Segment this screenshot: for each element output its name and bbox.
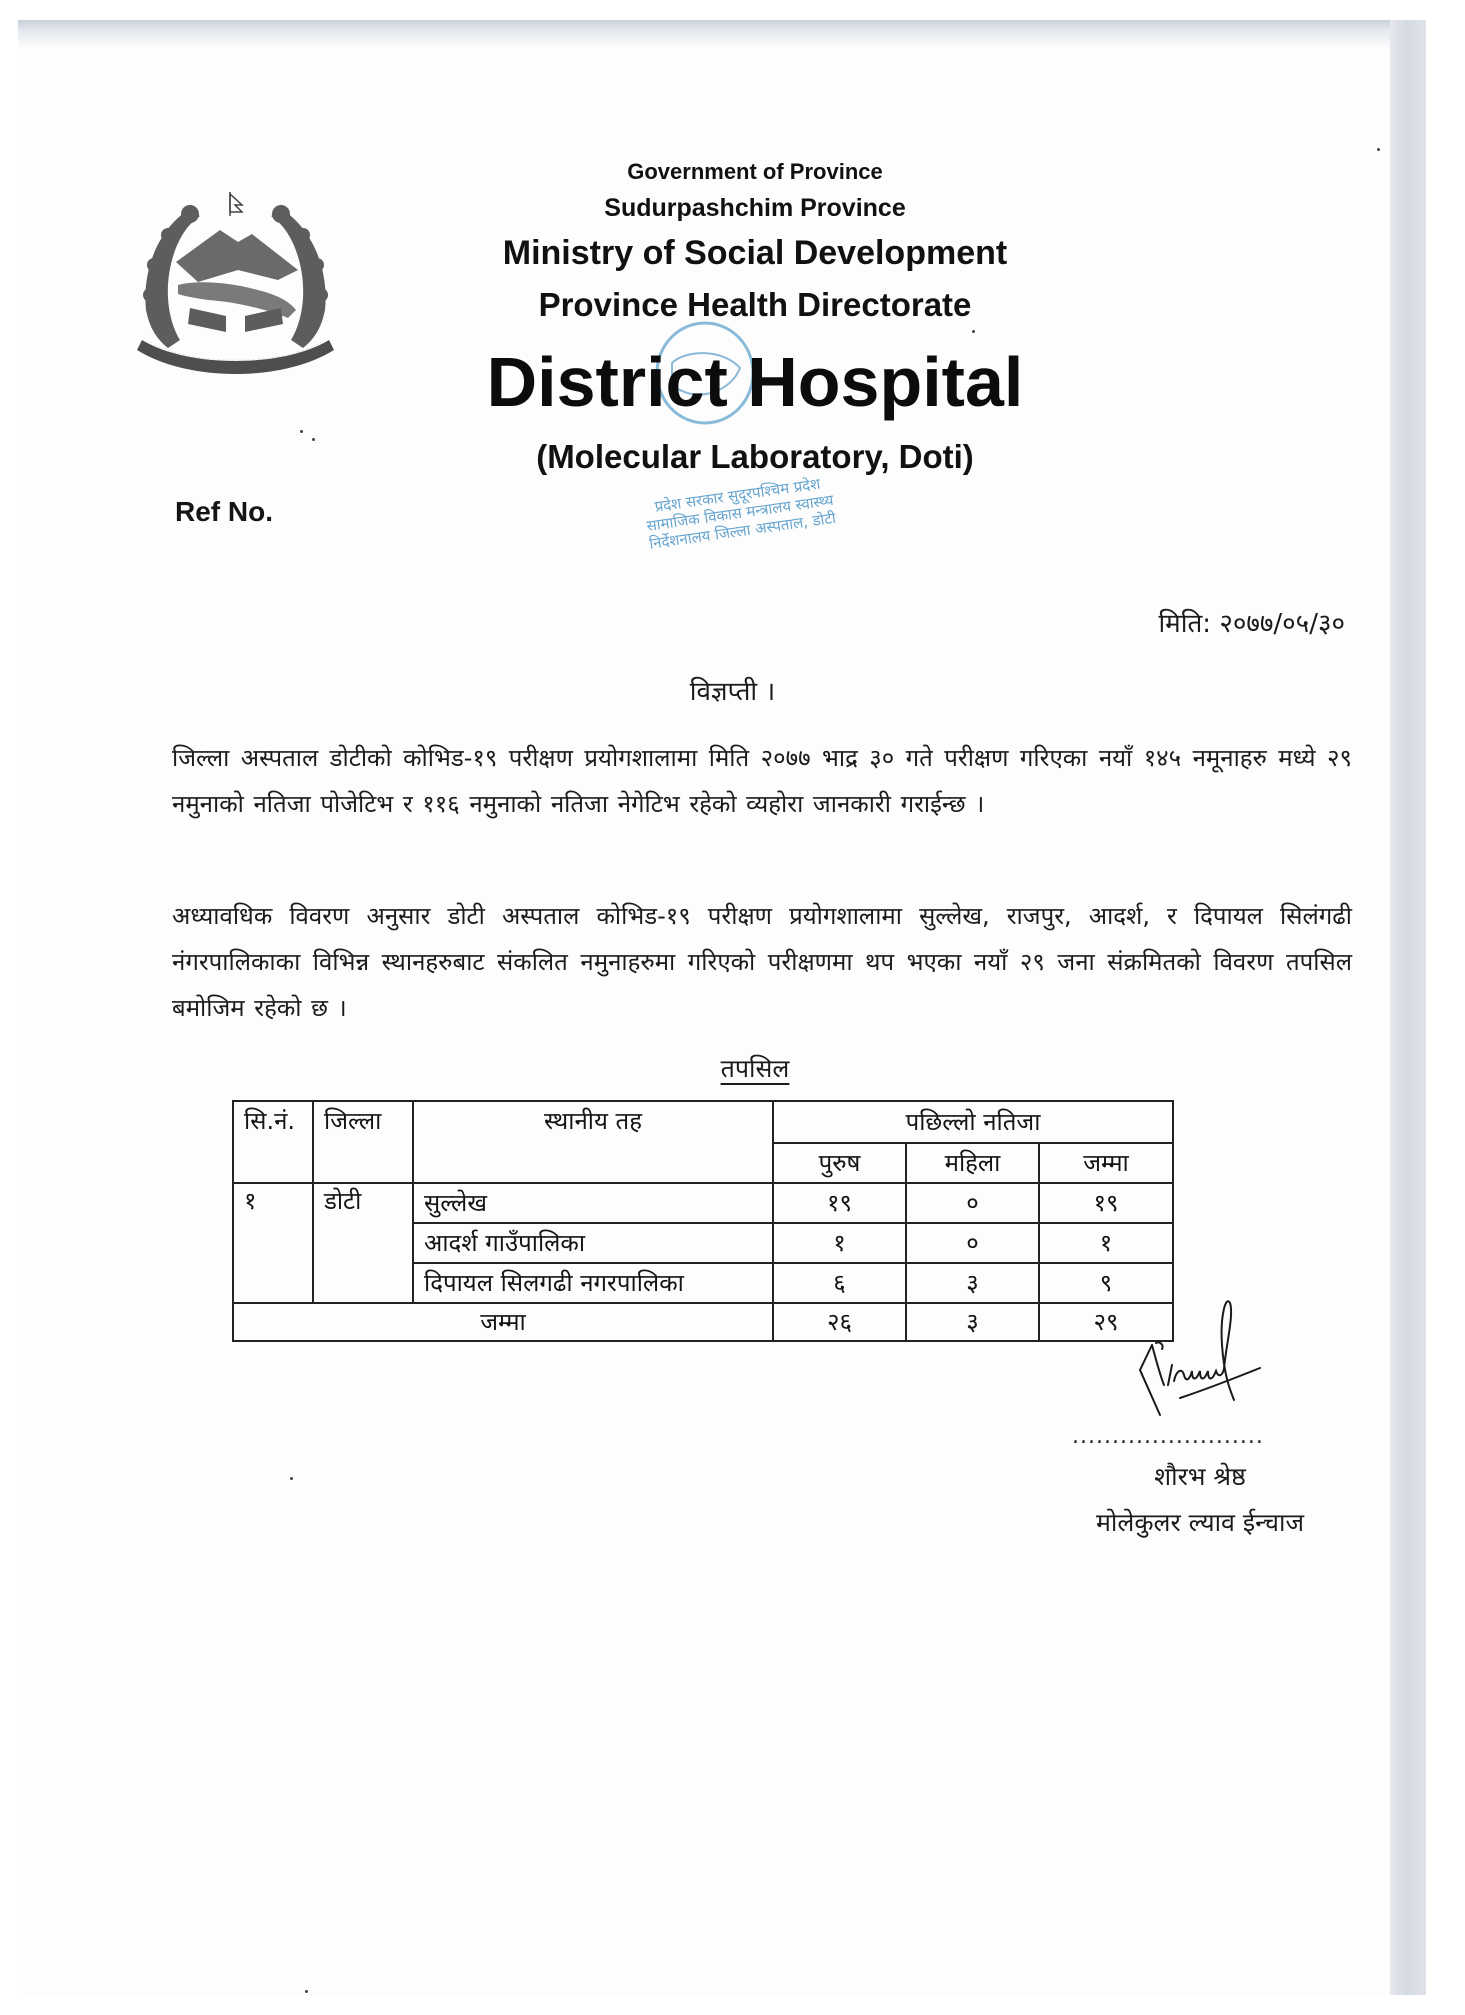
cell-total-female: ३ [906,1303,1039,1341]
cell-male: १९ [773,1183,906,1223]
cell-total: १९ [1039,1183,1173,1223]
header-district: जिल्ला [313,1101,413,1183]
cases-table [232,1100,1174,1342]
header-latest-result: पछिल्लो नतिजा [773,1101,1173,1143]
cell-female: ० [906,1183,1039,1223]
header-total: जम्मा [1039,1143,1173,1183]
signatory-title: मोलेकुलर ल्याव ईन्चाज [1095,1508,1305,1537]
header-molecular-lab: (Molecular Laboratory, Doti) [536,438,974,475]
cell-local: दिपायल सिलगढी नगरपालिका [413,1263,773,1303]
cell-total-label: जम्मा [233,1303,773,1341]
header-province: Sudurpashchim Province [604,194,906,222]
header-sn: सि.नं. [233,1101,313,1183]
official-stamp-text: प्रदेश सरकार सुदूरपश्चिम प्रदेश सामाजिक विकास मन्त्रालय स्वास्थ्य निर्देशनालय जिल्ला अस्पताल, डोटी [645,474,837,553]
cell-male: ६ [773,1263,906,1303]
cell-sn: १ [233,1183,313,1303]
cell-local: आदर्श गाउँपालिका [413,1223,773,1263]
table-caption: तपसिल [720,1054,790,1083]
notice-date: मिति: २०७७/०५/३० [1158,609,1345,639]
scan-speck [305,1990,308,1993]
scan-speck [290,1477,293,1480]
cell-total-total: २९ [1039,1303,1173,1341]
signature-icon [1130,1290,1280,1420]
notice-title: विज्ञप्ती । [689,677,776,707]
signatory-name: शौरभ श्रेष्ठ [1154,1462,1246,1491]
scan-speck [312,438,315,441]
signature-line: ........................ [1072,1424,1264,1449]
ref-no-label: Ref No. [175,496,273,527]
scan-speck [300,430,303,433]
nepal-emblem-icon [128,190,343,390]
cell-female: ० [906,1223,1039,1263]
table-row [233,1183,1173,1223]
header-directorate: Province Health Directorate [538,286,972,323]
cell-total: १ [1039,1223,1173,1263]
scan-top-edge [18,20,1425,48]
paragraph-1: जिल्ला अस्पताल डोटीको कोभिड-१९ परीक्षण प्रयोगशालामा मिति २०७७ भाद्र ३० गते परीक्षण गरिएका नयाँ १४५ नमूनाहरु मध्ये २९ नमुनाको नतिजा पोजेटिभ र ११६ नमुनाको नतिजा नेगेटिभ रहेको व्यहोरा जानकारी गराईन्छ । [172,744,1352,818]
cell-female: ३ [906,1263,1039,1303]
header-ministry: Ministry of Social Development [502,234,1008,272]
cell-total: ९ [1039,1263,1173,1303]
cell-local: सुल्लेख [413,1183,773,1223]
paragraph-2: अध्यावधिक विवरण अनुसार डोटी अस्पताल कोभिड-१९ परीक्षण प्रयोगशालामा सुल्लेख, राजपुर, आदर्श, र दिपायल सिलंगढी नंगरपालिकाका विभिन्न स्थानहरुबाट संकलित नमुनाहरुमा गरिएको परीक्षणमा थप भएका नयाँ २९ जना संक्रमितको विवरण तपसिल बमोजिम रहेको छ । [172,902,1352,1022]
header-government: Government of Province [627,159,883,184]
cell-male: १ [773,1223,906,1263]
header-local-level: स्थानीय तह [413,1101,773,1183]
scan-right-edge [1390,20,1426,1995]
header-female: महिला [906,1143,1039,1183]
scan-speck [1377,148,1380,151]
cell-district: डोटी [313,1183,413,1303]
header-male: पुरुष [773,1143,906,1183]
cell-total-male: २६ [773,1303,906,1341]
scan-speck [972,330,975,333]
header-district-hospital: District Hospital [486,343,1024,421]
table-total-row [233,1303,1173,1341]
